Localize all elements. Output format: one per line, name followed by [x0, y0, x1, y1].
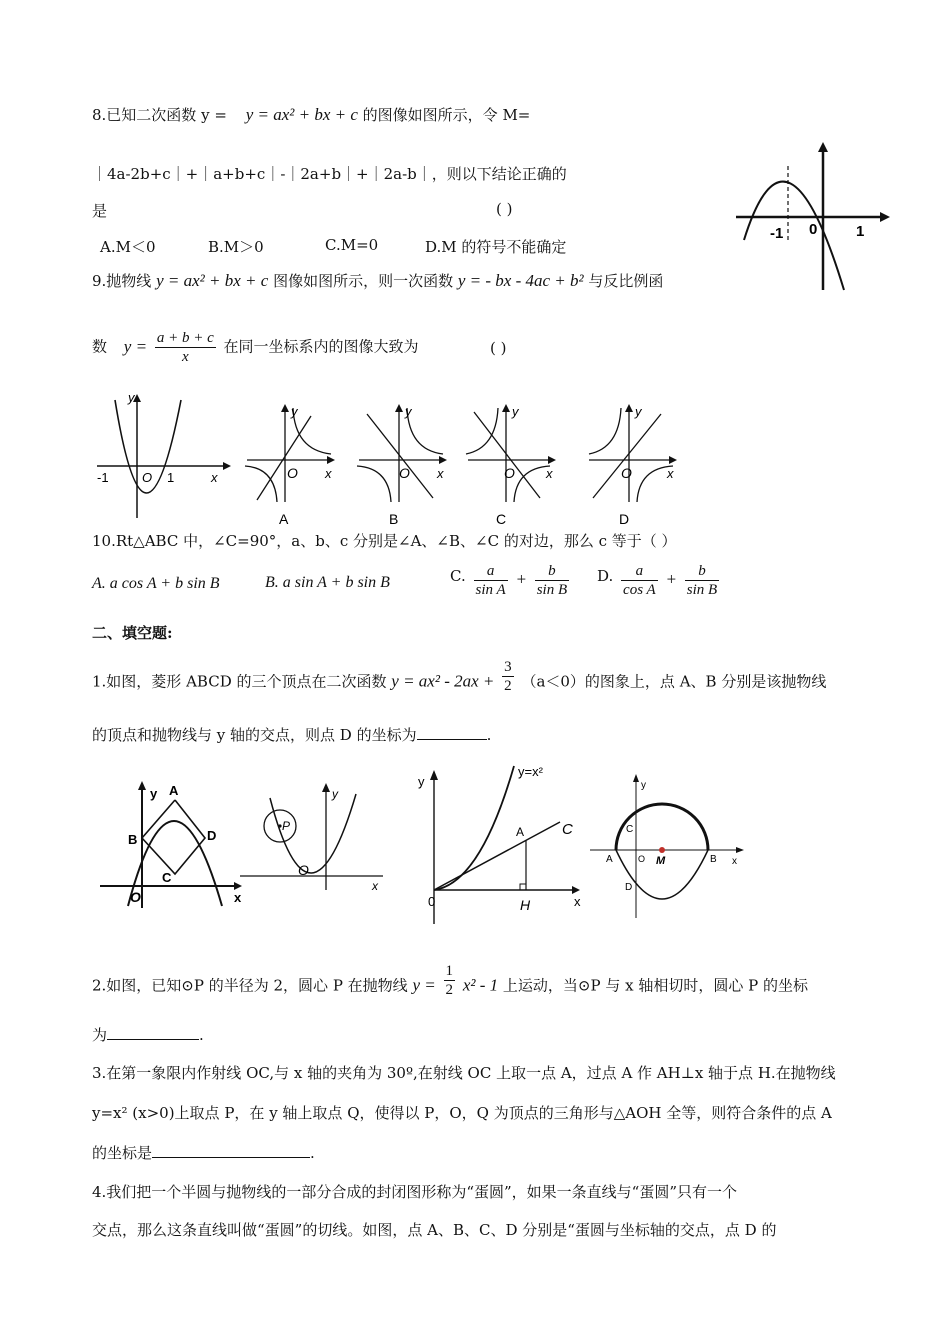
- q9-choice-b-figure[interactable]: [355, 402, 455, 527]
- q9-b-o: O: [399, 465, 410, 481]
- q8-option-b: B.M＞0: [208, 238, 264, 256]
- q10-option-b: B. a sin A + b sin B: [265, 574, 390, 591]
- q9-line2-suffix: 在同一坐标系内的图像大致为: [223, 337, 419, 356]
- f3-answer-blank[interactable]: [152, 1143, 310, 1158]
- q8-fig-label-neg1: -1: [770, 225, 784, 242]
- q9-mid: 图像如图所示，则一次函数: [273, 272, 454, 290]
- section-title: 二、填空题:: [92, 624, 173, 642]
- q9-choice-d-label: D: [619, 511, 630, 527]
- f2-prefix: 2.如图，已知⊙P 的半径为 2，圆心 P 在抛物线: [92, 976, 408, 995]
- q9-choice-a-figure[interactable]: [243, 402, 343, 527]
- q8-option-a: A.M＜0: [100, 238, 156, 256]
- fig1-d: D: [207, 828, 217, 843]
- q9-answer-paren: ( ): [490, 339, 507, 357]
- fig4-b: B: [710, 854, 717, 865]
- q10-option-d: D. $\frac{a}{\text{cos A}}$ + $\frac{b}{\text{sin B}}$: [597, 563, 718, 598]
- f2-y-eq: y =: [412, 975, 436, 995]
- q9-a-y: y: [291, 404, 298, 419]
- fig3-c: C: [562, 821, 573, 838]
- q8-line1: [92, 104, 530, 125]
- q10-c-frac1-den: sin A: [475, 582, 506, 598]
- q8-answer-paren: ( ): [496, 200, 513, 218]
- q9-y-eq: y =: [123, 336, 148, 356]
- fig3-yx2: y=x²: [518, 764, 543, 779]
- q8-formula: y = ax² + bx + c: [245, 105, 358, 124]
- f3-line2: y=x² (x>0)上取点 P，在 y 轴上取点 Q，使得以 P，O，Q 为顶点的三角形与△AOH 全等，则符合条件的点 A: [92, 1104, 832, 1122]
- q10-d-frac1-den: cos A: [623, 582, 656, 598]
- q10-option-a: A. a cos A + b sin B: [92, 575, 220, 592]
- q10-d-frac2-den: sin B: [686, 582, 718, 598]
- q10-question: 10.Rt△ABC 中，∠C=90°，a、b、c 分别是∠A、∠B、∠C 的对边，那么 c 等于（ ）: [92, 532, 677, 550]
- f2-line1: [92, 963, 808, 1005]
- f3-end: .: [310, 1144, 315, 1162]
- q9-c-x: x: [546, 466, 553, 481]
- q9-choice-c-figure[interactable]: [464, 402, 564, 527]
- q9-choice-c-label: C: [496, 511, 507, 527]
- fig1-c: C: [162, 870, 172, 885]
- f3-line1: 3.在第一象限内作射线 OC,与 x 轴的夹角为 30º,在射线 OC 上取一点 A，过点 A 作 AH⊥x 轴于点 H.在抛物线: [92, 1064, 836, 1082]
- fig3-a: A: [516, 825, 525, 839]
- q10-c-frac2-num: b: [535, 562, 569, 581]
- fig2-y: y: [332, 787, 338, 801]
- q8-fig-label-0: 0: [809, 221, 818, 238]
- q10-d-label: D.: [597, 566, 614, 585]
- f2-frac-den: 2: [445, 982, 454, 998]
- f1-formula: y = ax² - 2ax +: [391, 671, 495, 691]
- f1-line2: [92, 724, 491, 745]
- q9-a-o: O: [287, 465, 298, 481]
- fig1-y: y: [150, 786, 158, 801]
- q10-d-frac1-num: a: [621, 562, 658, 581]
- f1-answer-blank[interactable]: [417, 725, 487, 740]
- q9-fig-y: y: [128, 390, 135, 405]
- q9-choice-a-label: A: [279, 511, 289, 527]
- f1-prefix: 1.如图，菱形 ABCD 的三个顶点在二次函数: [92, 672, 387, 691]
- q9-fraction: [155, 329, 216, 366]
- fill4-egg-circle-figure: [588, 770, 753, 920]
- q9-choice-b-label: B: [389, 511, 399, 527]
- q9-fig-1: 1: [167, 470, 175, 485]
- fill1-rhombus-figure: [98, 778, 248, 913]
- q8-option-c: C.M=0: [325, 236, 379, 254]
- fig1-b: B: [128, 832, 138, 847]
- q9-fig-neg1: -1: [97, 470, 109, 485]
- fig3-h: H: [520, 897, 531, 913]
- q9-a-x: x: [325, 466, 332, 481]
- q10-c-frac2-den: sin B: [536, 582, 568, 598]
- q10-d-frac2-num: b: [685, 562, 719, 581]
- f2-line2: [92, 1024, 204, 1045]
- q8-line2: ｜4a-2b+c｜+｜a+b+c｜-｜2a+b｜+｜2a-b｜，则以下结论正确的: [92, 165, 567, 183]
- fig4-m: M: [656, 855, 666, 867]
- f4-line2: 交点，那么这条直线叫做“蛋圆”的切线。如图，点 A、B、C、D 分别是“蛋圆与坐标轴的交点，点 D 的: [92, 1221, 777, 1239]
- f1-frac-den: 2: [504, 678, 512, 694]
- q9-line2-prefix: 数: [92, 337, 108, 356]
- q9-fig-o: O: [142, 470, 153, 485]
- q9-line1: [92, 270, 663, 291]
- f2-end: .: [199, 1026, 204, 1044]
- f2-line2-text: 为: [92, 1026, 108, 1044]
- fig4-x: x: [732, 856, 737, 867]
- fig3-y: y: [418, 774, 425, 789]
- fig1-a: A: [169, 783, 179, 798]
- q9-line2: [92, 329, 507, 366]
- q9-d-y: y: [635, 404, 642, 419]
- q8-line3-text: 是: [92, 202, 108, 220]
- f1-end: .: [486, 726, 492, 744]
- q9-formula1: y = ax² + bx + c: [156, 271, 269, 290]
- fig1-x: x: [234, 890, 242, 905]
- fig2-x: x: [372, 879, 378, 893]
- q10-option-c: C. $\frac{a}{\text{sin A}}$ + $\frac{b}{\text{sin B}}$: [450, 563, 568, 598]
- fig4-c: C: [626, 824, 634, 835]
- q8-fig-label-1: 1: [856, 223, 865, 240]
- fill2-circle-parabola-figure: [238, 780, 398, 893]
- q9-frac-den: x: [181, 349, 189, 365]
- q9-c-y: y: [512, 404, 519, 419]
- q9-d-x: x: [667, 466, 674, 481]
- q9-formula2: y = - bx - 4ac + b²: [457, 271, 584, 290]
- f2-suffix: 上运动，当⊙P 与 x 轴相切时，圆心 P 的坐标: [502, 976, 808, 995]
- fig2-p: P: [282, 819, 291, 833]
- q9-prefix: 9.抛物线: [92, 272, 152, 290]
- q9-parabola-figure: [95, 390, 235, 520]
- q8-option-d: D.M 的符号不能确定: [425, 238, 567, 256]
- q9-suffix: 与反比例函: [588, 272, 664, 290]
- q10-c-frac1-num: a: [474, 562, 508, 581]
- q9-frac-num: a + b + c: [156, 330, 214, 346]
- fill3-ray-parabola-figure: [410, 764, 590, 929]
- f3-line3-text: 的坐标是: [92, 1144, 153, 1162]
- f3-line3: [92, 1142, 315, 1163]
- f2-frac-num: 1: [445, 963, 454, 979]
- f1-suffix: （a＜0）的图象上，点 A、B 分别是该抛物线: [521, 672, 827, 691]
- fig4-y: y: [641, 780, 646, 791]
- f1-line2-text: 的顶点和抛物线与 y 轴的交点，则点 D 的坐标为: [92, 726, 417, 744]
- q9-b-x: x: [437, 466, 444, 481]
- fig3-origin: 0: [428, 894, 436, 909]
- q9-choice-d-figure[interactable]: [585, 402, 685, 527]
- q10-c-label: C.: [450, 566, 466, 585]
- f1-frac-num: 3: [504, 659, 512, 675]
- q9-d-o: O: [621, 465, 632, 481]
- f2-answer-blank[interactable]: [107, 1025, 199, 1040]
- q8-suffix: 的图像如图所示，令 M=: [362, 106, 531, 124]
- f1-line1: [92, 659, 827, 701]
- f2-tail: x² - 1: [462, 975, 499, 995]
- q9-fig-x: x: [211, 470, 218, 485]
- fig1-o: O: [130, 889, 141, 905]
- fig4-o: O: [638, 854, 646, 864]
- fig2-o: O: [298, 862, 309, 878]
- fig4-a: A: [606, 854, 613, 865]
- q9-b-y: y: [405, 404, 412, 419]
- q9-c-o: O: [504, 465, 515, 481]
- q8-line3: [92, 200, 513, 221]
- q8-options: [100, 236, 567, 257]
- q8-parabola-figure: [732, 140, 892, 295]
- fig4-d: D: [625, 882, 633, 893]
- q10-options: [92, 574, 390, 593]
- fig3-x: x: [574, 894, 581, 909]
- q8-prefix: 8.已知二次函数 y =: [92, 106, 227, 124]
- f4-line1: 4.我们把一个半圆与抛物线的一部分合成的封闭图形称为“蛋圆”，如果一条直线与“蛋圆”只有一个: [92, 1183, 737, 1201]
